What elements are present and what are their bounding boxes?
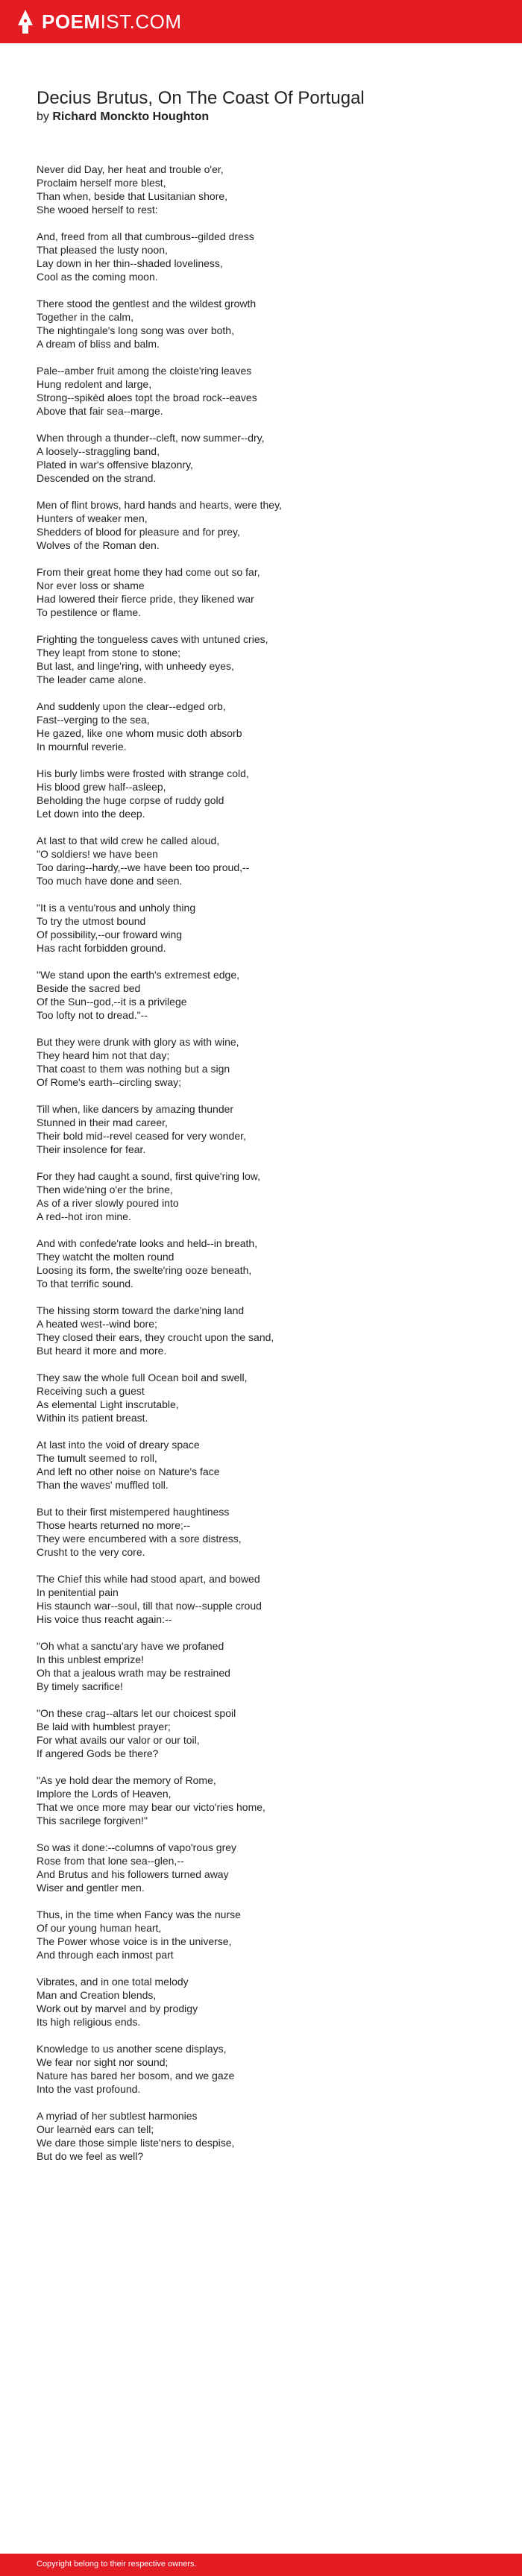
poem-line: As of a river slowly poured into [37, 1197, 179, 1209]
poem-line: And left no other noise on Nature's face [37, 1466, 220, 1477]
copyright-text: Copyright belong to their respective owners. [37, 2560, 197, 2569]
poem-line: His burly limbs were frosted with strange cold, [37, 767, 249, 779]
stanza [37, 1706, 484, 1760]
poem-line: Hunters of weaker men, [37, 512, 148, 524]
poem-line: Cool as the coming moon. [37, 271, 158, 283]
poem-line: Has racht forbidden ground. [37, 942, 166, 954]
poem-line: In this unblest emprize! [37, 1653, 144, 1665]
poem-line: Into the vast profound. [37, 2083, 141, 2095]
poem-line: Too daring--hardy,--we have been too proud,-- [37, 861, 250, 873]
poem-line: The hissing storm toward the darke'ning land [37, 1304, 245, 1316]
author-link[interactable]: Richard Monckto Houghton [52, 110, 210, 123]
poem-line: Shedders of blood for pleasure and for prey, [37, 526, 240, 538]
poem-line: Fast--verging to the sea, [37, 714, 150, 726]
poem-line: Be laid with humblest prayer; [37, 1721, 171, 1732]
poem-line: And suddenly upon the clear--edged orb, [37, 700, 226, 712]
poem-line: By timely sacrifice! [37, 1680, 123, 1692]
poem-line: Proclaim herself more blest, [37, 177, 166, 189]
poem-line: We dare those simple liste'ners to despise, [37, 2137, 235, 2149]
stanza [37, 968, 484, 1022]
poem-line: That we once more may bear our victo'ries home, [37, 1801, 265, 1813]
poem-line: This sacrilege forgiven!" [37, 1815, 148, 1826]
poem-line: Too lofty not to dread."-- [37, 1009, 148, 1021]
poem-line: For they had caught a sound, first quive'ring low, [37, 1170, 260, 1182]
poem-line: Their bold mid--revel ceased for very wonder, [37, 1130, 246, 1142]
poem-line: His voice thus reacht again:-- [37, 1613, 172, 1625]
poem-line: At last to that wild crew he called aloud, [37, 835, 220, 846]
poem-line: Wiser and gentler men. [37, 1882, 145, 1894]
poem-line: Beside the sacred bed [37, 982, 141, 994]
poem-title: Decius Brutus, On The Coast Of Portugal [37, 88, 365, 108]
by-label: by [37, 110, 49, 123]
stanza [37, 1975, 484, 2029]
poem-line: Loosing its form, the swelte'ring ooze beneath, [37, 1264, 252, 1276]
logo-text-light: IST.COM [100, 10, 182, 33]
stanza [37, 1438, 484, 1492]
poem-line: A dream of bliss and balm. [37, 338, 160, 350]
poem-line: But last, and linge'ring, with unheedy eyes, [37, 660, 234, 672]
stanza [37, 901, 484, 955]
stanza [37, 230, 484, 283]
poem-line: For what avails our valor or our toil, [37, 1734, 200, 1746]
poem-line: That coast to them was nothing but a sign [37, 1063, 230, 1075]
poem-line: They watcht the molten round [37, 1251, 174, 1263]
stanza [37, 2109, 484, 2163]
poem-line: And, freed from all that cumbrous--gilded dress [37, 230, 254, 242]
poem-line: Its high religious ends. [37, 2016, 141, 2028]
poem-line: Their insolence for fear. [37, 1143, 146, 1155]
poem-line: The leader came alone. [37, 673, 147, 685]
poem-line: They saw the whole full Ocean boil and swell, [37, 1372, 248, 1383]
poem-line: Nature has bared her bosom, and we gaze [37, 2070, 235, 2082]
poem-line: Rose from that lone sea--glen,-- [37, 1855, 184, 1867]
stanza [37, 297, 484, 351]
stanza [37, 1035, 484, 1089]
poem-line: Nor ever loss or shame [37, 579, 145, 591]
poem-line: "It is a ventu'rous and unholy thing [37, 902, 196, 914]
poem-line: Let down into the deep. [37, 808, 145, 820]
poem-line: And Brutus and his followers turned away [37, 1868, 229, 1880]
poem-line: They closed their ears, they croucht upon the sand, [37, 1331, 274, 1343]
stanza [37, 1572, 484, 1626]
stanza [37, 1102, 484, 1156]
poem-line: She wooed herself to rest: [37, 204, 158, 216]
poem-line: Too much have done and seen. [37, 875, 183, 887]
site-footer [0, 2554, 522, 2576]
poem-line: Frighting the tongueless caves with untuned cries, [37, 633, 268, 645]
poem-line: Crusht to the very core. [37, 1546, 145, 1558]
stanza [37, 1304, 484, 1357]
poem-line: Hung redolent and large, [37, 378, 152, 390]
poem-line: Descended on the strand. [37, 472, 157, 484]
poem-line: And with confede'rate looks and held--in breath, [37, 1237, 258, 1249]
poem-body [37, 163, 484, 2176]
poem-line: As elemental Light inscrutable, [37, 1398, 179, 1410]
stanza [37, 1371, 484, 1424]
poem-line: They leapt from stone to stone; [37, 647, 180, 659]
poem-line: Of possibility,--our froward wing [37, 929, 183, 940]
poem-line: The Chief this while had stood apart, and bowed [37, 1573, 260, 1585]
poem-line: Oh that a jealous wrath may be restrained [37, 1667, 230, 1679]
stanza [37, 1169, 484, 1223]
poem-line: Of our young human heart, [37, 1922, 162, 1934]
poem-line: But they were drunk with glory as with wine, [37, 1036, 239, 1048]
poem-line: That pleased the lusty noon, [37, 244, 168, 256]
poem-line: Together in the calm, [37, 311, 133, 323]
poem-line: Men of flint brows, hard hands and hearts, were they, [37, 499, 282, 511]
poem-line: When through a thunder--cleft, now summer--dry, [37, 432, 265, 444]
stanza [37, 1774, 484, 1827]
poem-line: Till when, like dancers by amazing thunder [37, 1103, 234, 1115]
stanza [37, 1908, 484, 1961]
poem-line: From their great home they had come out so far, [37, 566, 260, 578]
poem-line: In mournful reverie. [37, 741, 127, 753]
poem-line: "Oh what a sanctu'ary have we profaned [37, 1640, 224, 1652]
poem-line: Stunned in their mad career, [37, 1116, 168, 1128]
stanza [37, 1639, 484, 1693]
poem-line: To pestilence or flame. [37, 606, 142, 618]
poem-line: Thus, in the time when Fancy was the nurse [37, 1909, 241, 1920]
stanza [37, 431, 484, 485]
poem-line: A loosely--straggling band, [37, 445, 160, 457]
stanza [37, 767, 484, 820]
stanza [37, 2042, 484, 2096]
poem-line: "O soldiers! we have been [37, 848, 158, 860]
stanza [37, 565, 484, 619]
poem-line: Our learnèd ears can tell; [37, 2123, 154, 2135]
poem-line: But to their first mistempered haughtiness [37, 1506, 230, 1518]
stanza [37, 1237, 484, 1290]
poem-line: The nightingale's long song was over both, [37, 324, 234, 336]
stanza [37, 1505, 484, 1559]
poem-line: Of the Sun--god,--it is a privilege [37, 996, 187, 1008]
poem-line: There stood the gentlest and the wildest growth [37, 298, 257, 310]
poem-line: "As ye hold dear the memory of Rome, [37, 1774, 216, 1786]
poem-line: Knowledge to us another scene displays, [37, 2043, 227, 2055]
poem-line: They heard him not that day; [37, 1049, 170, 1061]
stanza [37, 163, 484, 216]
stanza [37, 498, 484, 552]
poem-line: His staunch war--soul, till that now--supple croud [37, 1600, 262, 1612]
site-header [0, 0, 522, 43]
stanza [37, 834, 484, 888]
poem-line: Than when, beside that Lusitanian shore, [37, 190, 228, 202]
poem-line: Of Rome's earth--circling sway; [37, 1076, 182, 1088]
poem-line: Had lowered their fierce pride, they likened war [37, 593, 254, 605]
logo-text-bold: POEM [42, 10, 101, 33]
poem-line: Work out by marvel and by prodigy [37, 2002, 198, 2014]
poem-line: Strong--spikèd aloes topt the broad rock--eaves [37, 392, 257, 403]
poem-line: They were encumbered with a sore distress, [37, 1533, 242, 1545]
poem-line: We fear nor sight nor sound; [37, 2056, 169, 2068]
poem-line: "We stand upon the earth's extremest edge, [37, 969, 239, 981]
poem-line: Above that fair sea--marge. [37, 405, 163, 417]
poem-line: Pale--amber fruit among the cloiste'ring leaves [37, 365, 252, 377]
poem-line: Vibrates, and in one total melody [37, 1976, 189, 1988]
stanza [37, 700, 484, 753]
poem-line: Than the waves' muffled toll. [37, 1479, 169, 1491]
poem-line: The Power whose voice is in the universe, [37, 1935, 232, 1947]
poem-line: And through each inmost part [37, 1949, 174, 1961]
stanza [37, 632, 484, 686]
poem-line: Those hearts returned no more;-- [37, 1519, 191, 1531]
poem-line: To try the utmost bound [37, 915, 146, 927]
poem-line: Man and Creation blends, [37, 1989, 157, 2001]
poem-line: He gazed, like one whom music doth absorb [37, 727, 242, 739]
quill-nib-icon [16, 9, 34, 34]
poem-line: So was it done:--columns of vapo'rous grey [37, 1841, 237, 1853]
poem-line: Wolves of the Roman den. [37, 539, 160, 551]
poem-line: But do we feel as well? [37, 2150, 144, 2162]
poem-line: But heard it more and more. [37, 1345, 167, 1357]
poem-line: A red--hot iron mine. [37, 1210, 131, 1222]
stanza [37, 364, 484, 418]
poem-line: Never did Day, her heat and trouble o'er, [37, 163, 224, 175]
poem-line: Receiving such a guest [37, 1385, 145, 1397]
poem-line: Then wide'ning o'er the brine, [37, 1184, 173, 1196]
poem-line: A myriad of her subtlest harmonies [37, 2110, 198, 2122]
poem-line: To that terrific sound. [37, 1278, 133, 1289]
poem-line: Implore the Lords of Heaven, [37, 1788, 172, 1800]
poem-line: A heated west--wind bore; [37, 1318, 157, 1330]
poem-line: "On these crag--altars let our choicest spoil [37, 1707, 236, 1719]
poem-line: In penitential pain [37, 1586, 119, 1598]
poem-line: At last into the void of dreary space [37, 1439, 200, 1451]
poem-line: Beholding the huge corpse of ruddy gold [37, 794, 224, 806]
byline [37, 110, 209, 124]
poem-line: Plated in war's offensive blazonry, [37, 459, 193, 471]
poem-line: If angered Gods be there? [37, 1747, 159, 1759]
site-logo-link[interactable] [16, 7, 182, 36]
poem-line: The tumult seemed to roll, [37, 1452, 157, 1464]
poem-line: His blood grew half--asleep, [37, 781, 166, 793]
poem-line: Within its patient breast. [37, 1412, 148, 1424]
stanza [37, 1841, 484, 1894]
poem-line: Lay down in her thin--shaded loveliness, [37, 257, 223, 269]
logo-text [42, 10, 182, 34]
